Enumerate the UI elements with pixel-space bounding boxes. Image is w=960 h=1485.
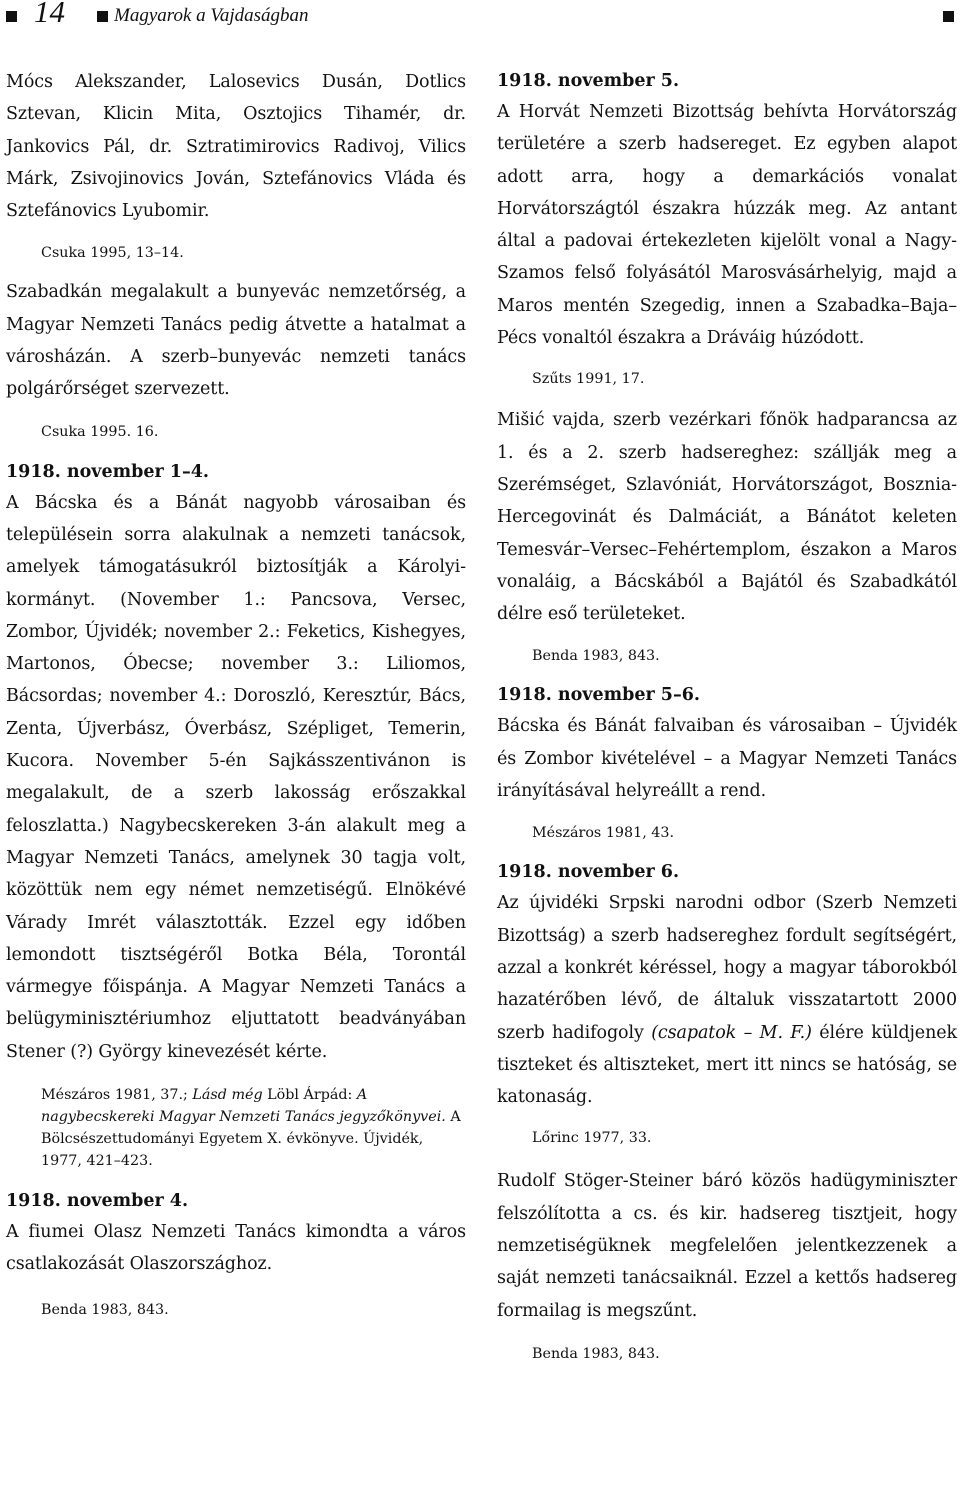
- citation-text: A Bölcsészettudományi Egyetem X. évkönyve. Újvidék, 1977, 421–423.: [41, 1109, 461, 1170]
- body-paragraph: A fiumei Olasz Nemzeti Tanács kimondta a város csatlakozását Olaszországhoz.: [6, 1222, 466, 1275]
- date-heading: 1918. november 1–4.: [6, 461, 209, 482]
- citation-text: Mészáros 1981, 37.;: [41, 1087, 193, 1104]
- date-heading: 1918. november 6.: [497, 862, 680, 883]
- left-column: [6, 66, 466, 1321]
- body-paragraph: Bácska és Bánát falvaiban és városaiban – Újvidék és Zombor kivételével – a Magyar Nemzeti Tanács irányításával helyreállt a rend.: [497, 716, 957, 802]
- citation-text: Löbl Árpád:: [262, 1087, 357, 1104]
- right-column: [497, 66, 957, 1365]
- date-heading: 1918. november 4.: [6, 1191, 189, 1212]
- square-bullet-icon: [943, 11, 954, 22]
- source-citation: Csuka 1995, 13–14.: [41, 245, 184, 262]
- square-bullet-icon: [6, 11, 17, 22]
- body-paragraph: Mócs Alekszander, Lalosevics Dusán, Dotlics Sztevan, Klicin Mita, Osztojics Tihamér, dr. Jankovics Pál, dr. Sztratimirovics Radivoj, Vilics Márk, Zsivojinovics Jován, Sztefánovics Vláda és Sztefánovics Lyubomir.: [6, 72, 466, 222]
- source-citation: Mészáros 1981, 43.: [532, 825, 675, 842]
- date-heading: 1918. november 5.: [497, 71, 680, 91]
- body-paragraph: [497, 887, 957, 1113]
- body-text: Az újvidéki Srpski narodni odbor (Szerb Nemzeti Bizottság) a szerb hadsereghez fordult segítségért, azzal a konkrét kéréssel, hogy a magyar táborokból hazatérőben lévő, de általuk visszatartott 2000 szerb hadifogoly: [497, 893, 957, 1043]
- body-text: élére küldjenek tiszteket és altiszteket, mert itt nincs se hatóság, se katonaság.: [497, 1022, 957, 1108]
- source-citation: Csuka 1995. 16.: [41, 423, 159, 440]
- running-title: Magyarok a Vajdaságban: [114, 5, 309, 26]
- square-bullet-icon: [97, 11, 108, 22]
- source-citation: Benda 1983, 843.: [532, 648, 660, 665]
- date-heading: 1918. november 5–6.: [497, 685, 700, 706]
- editorial-insert: (csapatok – M. F.): [651, 1022, 812, 1043]
- page-number: 14: [34, 0, 65, 29]
- source-citation: Lőrinc 1977, 33.: [532, 1130, 652, 1147]
- source-citation: Szűts 1991, 17.: [532, 371, 645, 388]
- source-citation: Benda 1983, 843.: [532, 1345, 660, 1362]
- citation-italic: Lásd még: [192, 1087, 263, 1104]
- body-paragraph: Szabadkán megalakult a bunyevác nemzetőrség, a Magyar Nemzeti Tanács pedig átvette a hatalmat a városházán. A szerb–bunyevác nemzeti tanács polgárőrséget szervezett.: [6, 282, 466, 400]
- running-header: [6, 0, 954, 34]
- body-paragraph: Rudolf Stöger-Steiner báró közös hadügyminiszter felszólította a cs. és kir. hadsereg tisztjeit, hogy nemzetiségüknek megfelelően jelentkezzenek a saját nemzeti tanácsaiknál. Ezzel a kettős hadsereg formailag is megszűnt.: [497, 1171, 957, 1321]
- body-paragraph: A Bácska és a Bánát nagyobb városaiban és településein sorra alakulnak a nemzeti tanácsok, amelyek támogatásukról biztosítják a Károlyi-kormányt. (November 1.: Pancsova, Versec, Zombor, Újvidék; november 2.: Feketics, Kishegyes, Martonos, Óbecse; november 3.: Liliomos, Bácsordas; november 4.: Doroszló, Keresztúr, Bács, Zenta, Újverbász, Óverbász, Szépliget, Temerin, Kucora. November 5-én Sajkásszentivánon is megalakult, de a szerb lakosság erőszakkal feloszlatta.) Nagybecskereken 3-án alakult meg a Magyar Nemzeti Tanács, amelynek 30 tagja volt, közöttük nem egy német nemzetiségű. Elnökévé Várady Imrét választották. Ezzel egy időben lemondott tisztségéről Botka Béla, Torontál vármegye főispánja. A Magyar Nemzeti Tanács a belügyminisztériumhoz eljuttatott beadványában Stener (?) György kinevezését kérte.: [6, 492, 466, 1062]
- source-citation: Benda 1983, 843.: [41, 1301, 169, 1318]
- body-paragraph: A Horvát Nemzeti Bizottság behívta Horvátország területére a szerb hadsereget. Ez egyben alapot adott arra, hogy a demarkációs vonalat Horvátországtól északra húzzák meg. Az antant által a padovai értekezleten kijelölt vonal a Nagy-Szamos felső folyásától Marosvásárhelyig, majd a Maros mentén Szegedig, innen a Szabadka–Baja–Pécs vonaltól északra a Dráváig húzódott.: [497, 102, 957, 349]
- citation-italic: A nagybecskereki Magyar Nemzeti Tanács jegyzőkönyvei.: [41, 1087, 446, 1126]
- body-paragraph: Mišić vajda, szerb vezérkari főnök hadparancsa az 1. és a 2. szerb hadsereghez: szállják meg a Szerémséget, Szlavóniát, Horvátországot, Bosznia-Hercegovinát és Dalmáciát, a Bánátot keleten Temesvár–Versec–Fehértemplom, északon a Maros vonaláig, a Bácskából a Bajától és Szabadkától délre eső területeket.: [497, 410, 957, 625]
- source-citation: [6, 1084, 466, 1172]
